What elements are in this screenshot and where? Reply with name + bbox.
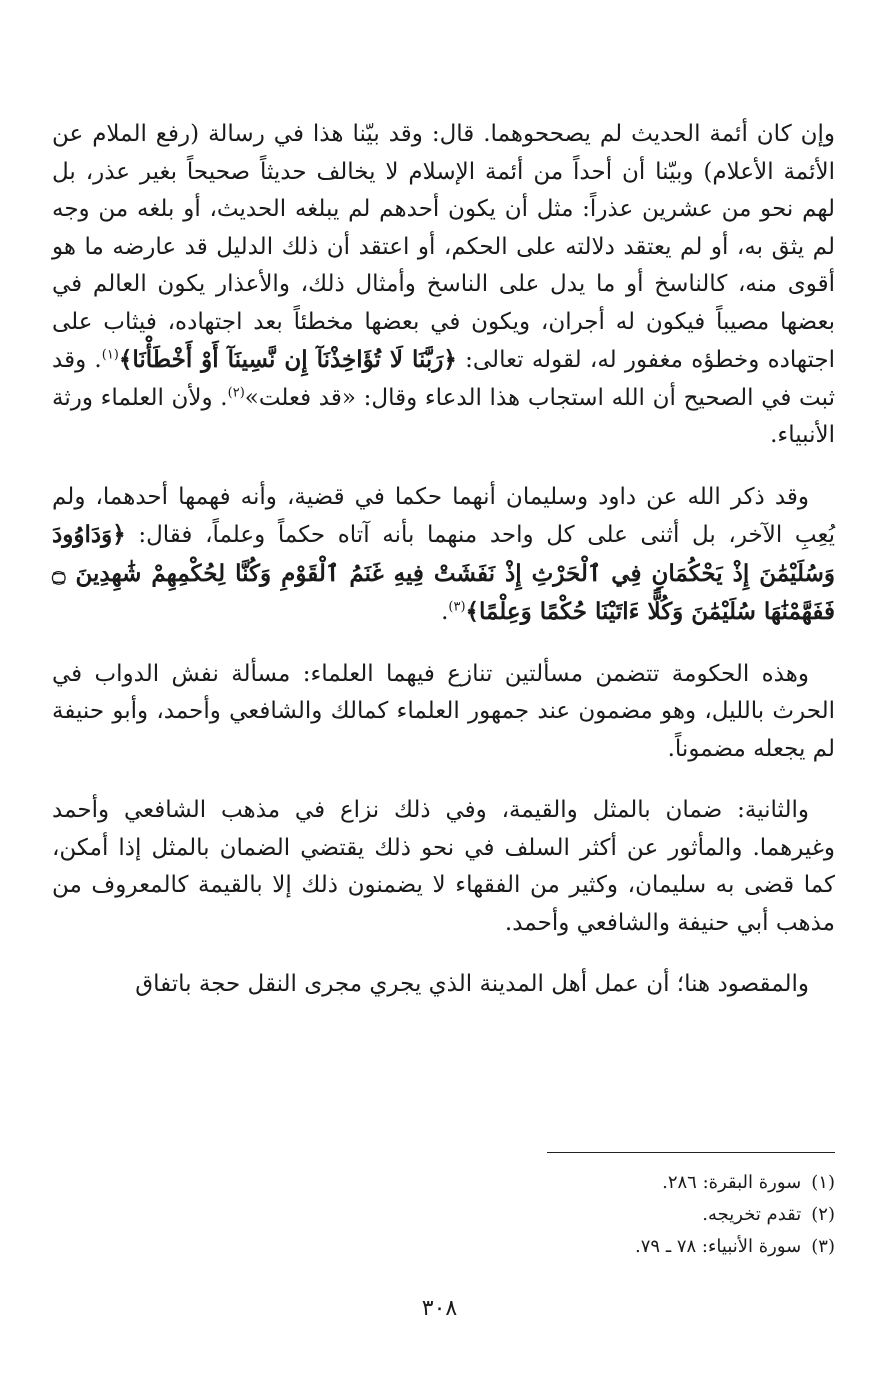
footnote-divider xyxy=(547,1152,835,1153)
footnote-3-number: (٣) xyxy=(811,1236,835,1257)
paragraph-1 xyxy=(52,116,835,455)
paragraph-2 xyxy=(52,479,835,632)
footnote-3-text: سورة الأنبياء: ٧٨ ـ ٧٩. xyxy=(635,1236,802,1257)
paragraph-1-continuation: . وقد ثبت في الصحيح أن الله استجاب هذا الدعاء وقال: «قد فعلت» xyxy=(52,347,835,411)
paragraph-1-text: وإن كان أئمة الحديث لم يصححوهما. قال: وقد بيّنا هذا في رسالة (رفع الملام عن الأئمة الأعلام) وبيّنا أن أحداً من أئمة الإسلام لا يخالف حديثاً صحيحاً بغير عذر، بل لهم نحو من عشرين عذراً: مثل أن يكون أحدهم لم يبلغه الحديث، أو بلغه من وجه لم يثق به، أو لم يعتقد دلالته على الحكم، أو اعتقد أن ذلك الدليل قد عارضه ما هو أقوى منه، كالناسخ أو ما يدل على الناسخ وأمثال ذلك، والأعذار يكون العالم في بعضها مصيباً فيكون له أجران، ويكون في بعضها مخطئاً بعد اجتهاده، فيثاب على اجتهاده وخطؤه مغفور له، لقوله تعالى: xyxy=(52,121,836,373)
footnote-2-text: تقدم تخريجه. xyxy=(702,1204,802,1225)
quran-verse-anbiya: ﴿وَدَاوُودَ وَسُلَيْمَٰنَ إِذْ يَحْكُمَانِ فِي ٱلْحَرْثِ إِذْ نَفَشَتْ فِيهِ غَنَمُ ٱلْقَوْمِ وَكُنَّا لِحُكْمِهِمْ شَٰهِدِينَ ۝ فَفَهَّمْنَٰهَا سُلَيْمَٰنَ وَكُلًّا ءَاتَيْنَا حُكْمًا وَعِلْمًا﴾ xyxy=(52,521,835,625)
footnotes xyxy=(335,1167,835,1263)
footnote-ref-2: (٢) xyxy=(227,384,245,400)
page-number: ٣٠٨ xyxy=(421,1296,458,1321)
quran-verse-baqarah: ﴿رَبَّنَا لَا تُؤَاخِذْنَآ إِن نَّسِينَآ أَوْ أَخْطَأْنَا﴾ xyxy=(118,346,457,373)
paragraph-4: والثانية: ضمان بالمثل والقيمة، وفي ذلك نزاع في مذهب الشافعي وأحمد وغيرهما. والمأثور عن أكثر السلف في نحو ذلك يقتضي الضمان بالمثل إذا أمكن، كما قضى به سليمان، وكثير من الفقهاء لا يضمنون ذلك إلا بالقيمة كالمعروف من مذهب أبي حنيفة والشافعي وأحمد. xyxy=(52,797,835,936)
footnote-ref-1: (١) xyxy=(101,347,119,363)
footnote-2 xyxy=(335,1199,835,1231)
paragraph-2-end: . xyxy=(441,599,449,625)
footnote-3 xyxy=(335,1231,835,1263)
page-body xyxy=(52,116,835,1004)
paragraph-3: وهذه الحكومة تتضمن مسألتين تنازع فيهما العلماء: مسألة نفش الدواب في الحرث بالليل، وهو مضمون عند جمهور العلماء كمالك والشافعي وأحمد، وأبو حنيفة لم يجعله مضموناً. xyxy=(52,660,835,762)
footnote-1-number: (١) xyxy=(811,1172,835,1193)
footnote-1-text: سورة البقرة: ٢٨٦. xyxy=(662,1172,802,1193)
paragraph-1-end: . ولأن العلماء ورثة الأنبياء. xyxy=(52,384,835,448)
footnote-2-number: (٢) xyxy=(811,1204,835,1225)
footnote-ref-3: (٣) xyxy=(448,599,466,615)
paragraph-2-text: وقد ذكر الله عن داود وسليمان أنهما حكما في قضية، وأنه فهمها أحدهما، ولم يُعِبِ الآخر، بل أثنى على كل واحد منهما بأنه آتاه حكماً وعلماً، فقال: xyxy=(52,483,835,548)
paragraph-5: والمقصود هنا؛ أن عمل أهل المدينة الذي يجري مجرى النقل حجة باتفاق xyxy=(135,971,809,997)
footnote-1 xyxy=(335,1167,835,1199)
